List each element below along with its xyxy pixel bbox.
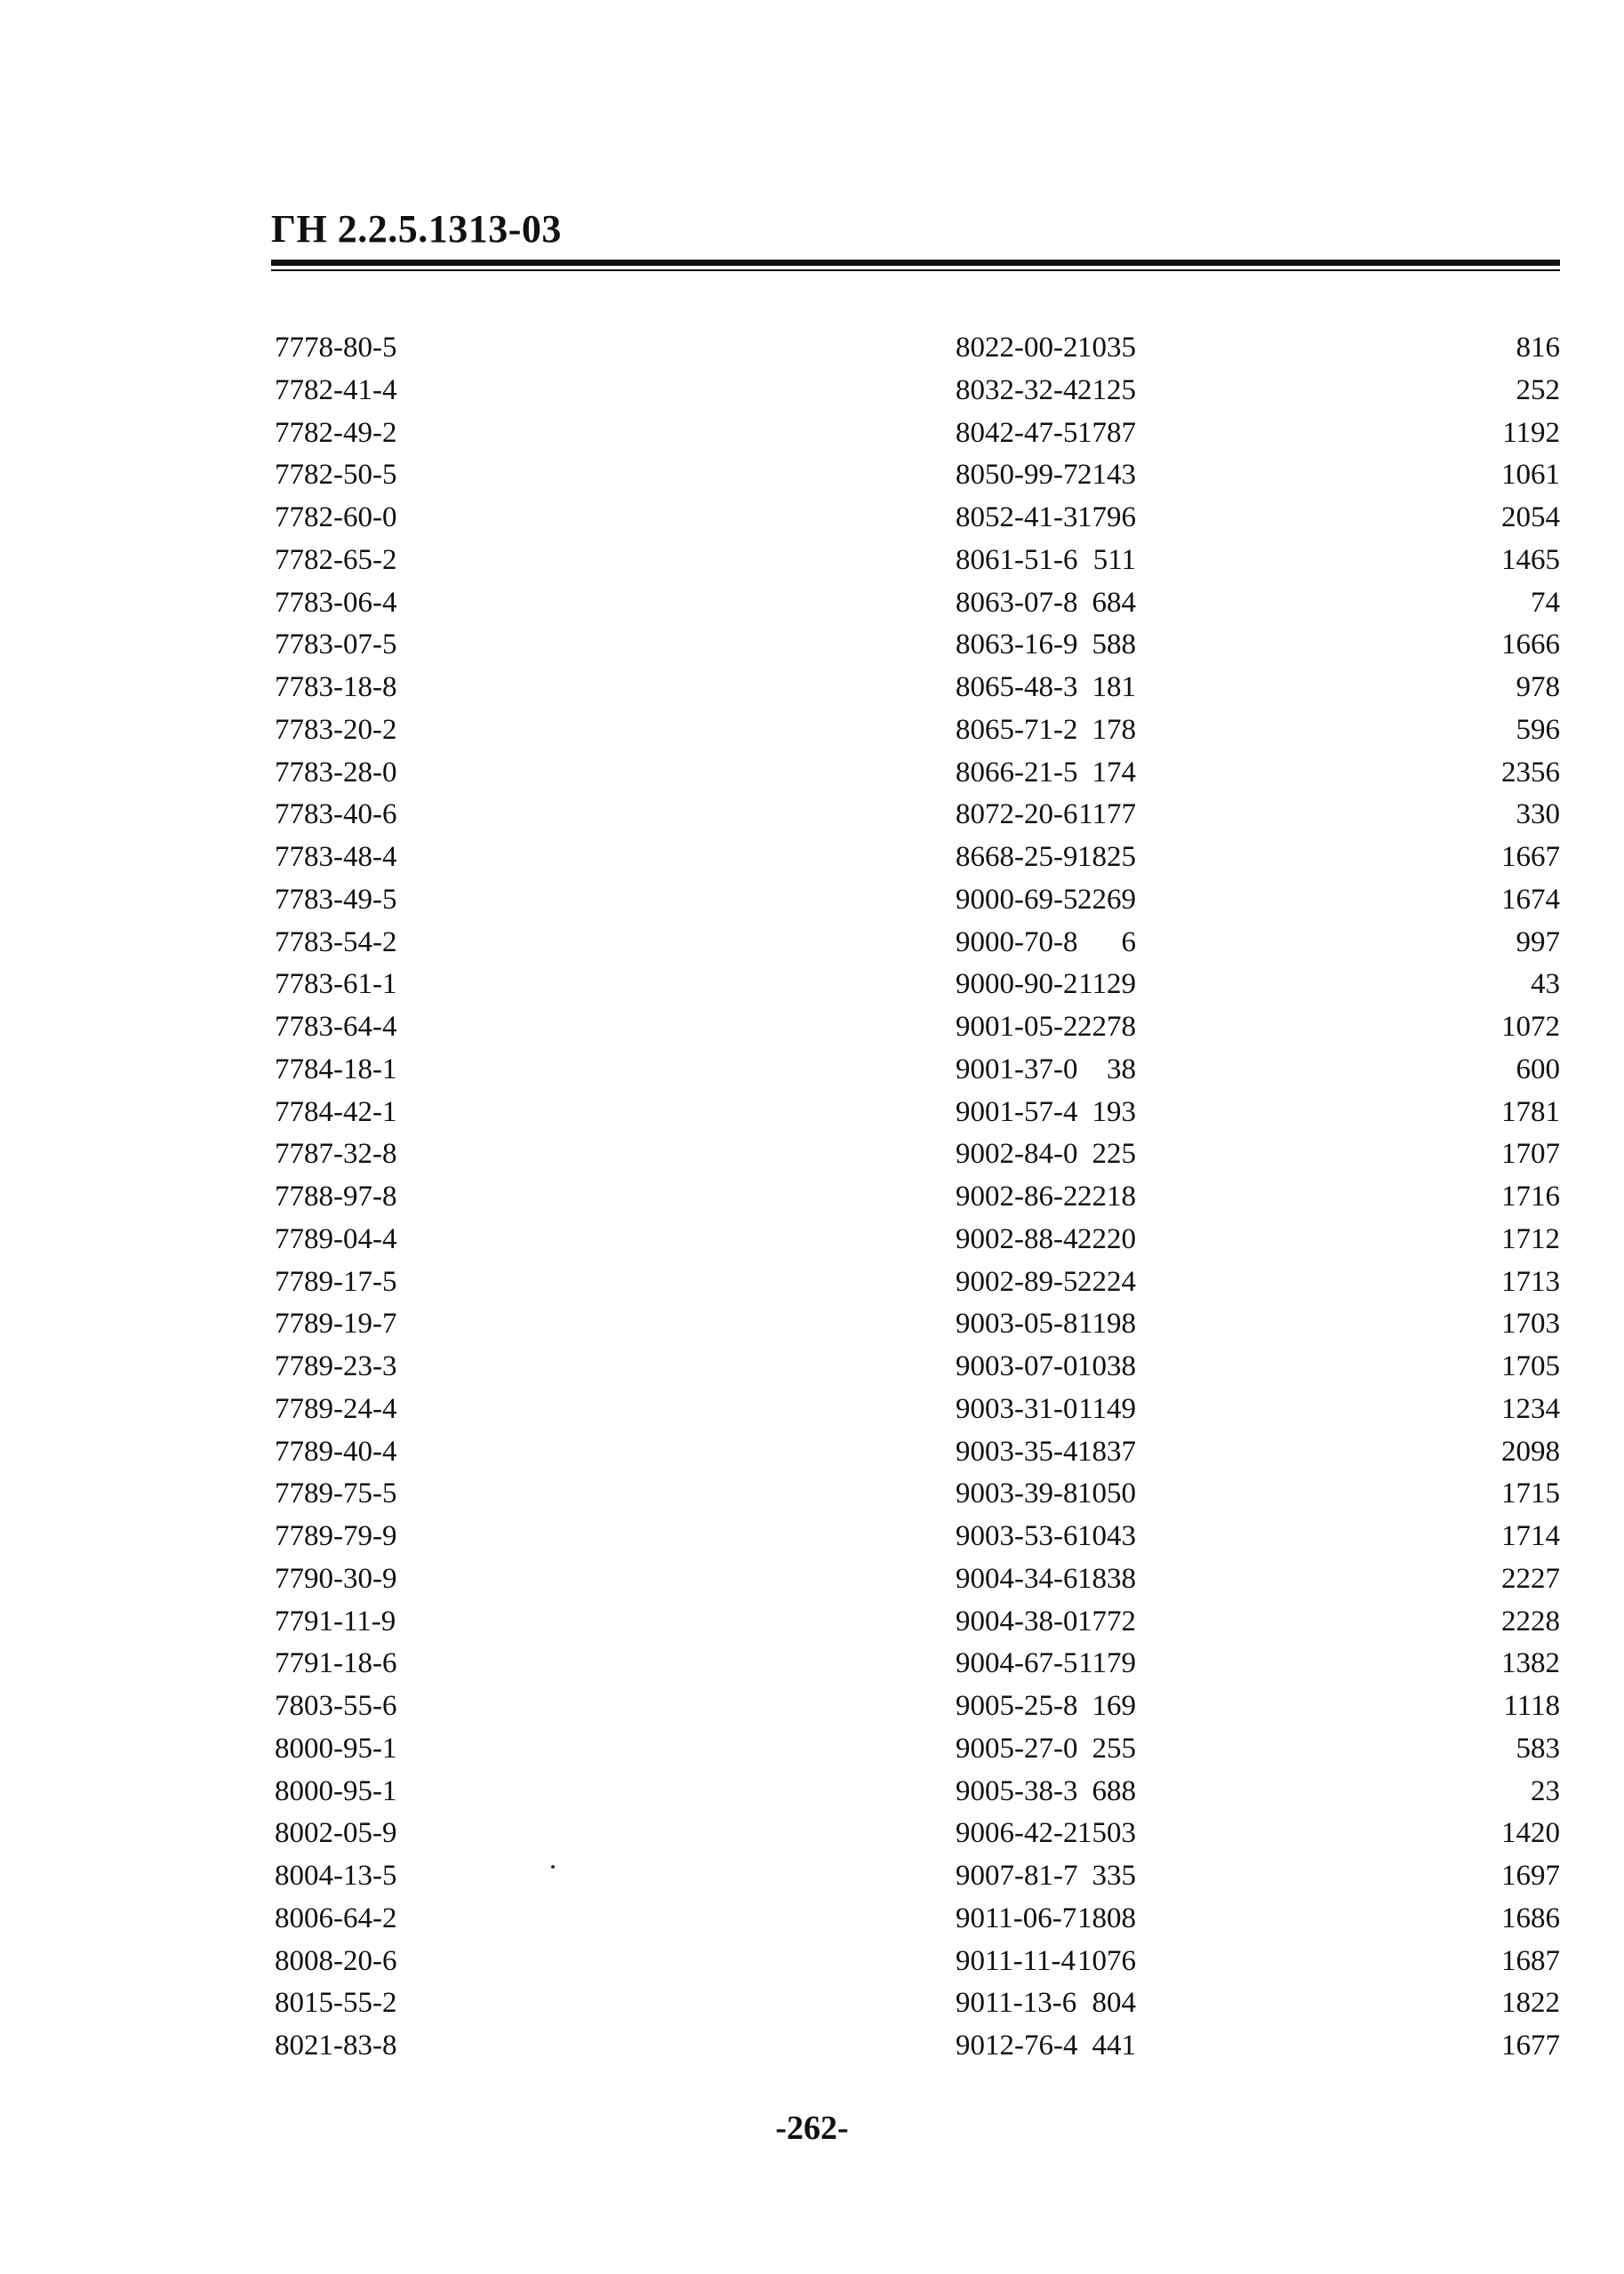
entry-number-right: 2356 (1501, 756, 1560, 789)
cas-number-left: 8002-05-9 (275, 1817, 397, 1850)
cas-number-left: 8008-20-6 (275, 1944, 397, 1977)
cas-number-left: 8000-95-1 (275, 1774, 397, 1807)
entry-number-right: 252 (1516, 373, 1560, 406)
cas-number-left: 7782-50-5 (275, 459, 397, 492)
cas-number-right: 9000-90-2 (956, 968, 1078, 1001)
entry-number-left: 1772 (1077, 1605, 1136, 1637)
table-row (271, 1643, 1560, 1685)
table-row (271, 1728, 1560, 1771)
entry-number-right: 1687 (1501, 1944, 1560, 1977)
entry-number-left: 2125 (1077, 373, 1136, 406)
entry-number-left: 1035 (1077, 332, 1136, 364)
cas-number-left: 7784-18-1 (275, 1053, 397, 1085)
cas-number-right: 9000-70-8 (956, 925, 1078, 958)
table-row (271, 624, 1560, 667)
cas-number-left: 7791-11-9 (275, 1605, 396, 1637)
entry-number-right: 1192 (1502, 416, 1560, 449)
entry-number-left: 1825 (1077, 841, 1136, 873)
entry-number-right: 2227 (1501, 1562, 1560, 1595)
cas-number-left: 7789-19-7 (275, 1308, 397, 1341)
entry-number-right: 1072 (1501, 1011, 1560, 1043)
entry-number-left: 6 (1121, 925, 1136, 958)
page-number: -262- (775, 2110, 849, 2147)
cas-number-right: 9011-11-4 (956, 1944, 1076, 1977)
cas-number-left: 7783-54-2 (275, 925, 397, 958)
table-row (271, 1176, 1560, 1219)
entry-number-right: 1707 (1501, 1138, 1560, 1171)
entry-number-left: 335 (1092, 1860, 1136, 1892)
cas-number-right: 9002-86-2 (956, 1181, 1078, 1213)
entry-number-left: 688 (1092, 1774, 1136, 1807)
entry-number-left: 684 (1092, 586, 1136, 619)
table-row (271, 794, 1560, 837)
cas-number-left: 7789-79-9 (275, 1520, 397, 1552)
cas-number-left: 7782-65-2 (275, 543, 397, 576)
entry-number-left: 181 (1092, 671, 1136, 703)
cas-number-left: 8015-55-2 (275, 1987, 397, 2020)
cas-number-right: 8050-99-7 (956, 459, 1078, 492)
cas-number-right: 8063-07-8 (956, 586, 1078, 619)
cas-number-left: 7790-30-9 (275, 1562, 397, 1595)
entry-number-right: 74 (1531, 586, 1560, 619)
document-title: ГН 2.2.5.1313-03 (271, 207, 562, 251)
cas-number-right: 9005-27-0 (956, 1732, 1078, 1765)
entry-number-left: 1808 (1077, 1902, 1136, 1934)
table-row (271, 1261, 1560, 1304)
entry-number-right: 1705 (1501, 1350, 1560, 1382)
entry-number-left: 255 (1092, 1732, 1136, 1765)
header-rule-thick (271, 260, 1560, 266)
entry-number-left: 1198 (1078, 1308, 1136, 1341)
table-row (271, 1813, 1560, 1855)
cas-number-left: 7783-61-1 (275, 968, 397, 1001)
cas-number-left: 7782-60-0 (275, 501, 397, 533)
cas-number-right: 8072-20-6 (956, 798, 1078, 831)
table-row (271, 1898, 1560, 1941)
cas-number-left: 7791-18-6 (275, 1647, 397, 1680)
entry-number-left: 1129 (1078, 968, 1136, 1001)
entry-number-right: 1715 (1501, 1477, 1560, 1510)
table-row (271, 540, 1560, 582)
entry-number-right: 330 (1516, 798, 1560, 831)
cas-number-left: 7783-40-6 (275, 798, 397, 831)
entry-number-left: 1179 (1078, 1647, 1136, 1680)
cas-number-right: 9003-53-6 (956, 1520, 1078, 1552)
table-row (271, 1601, 1560, 1644)
cas-number-right: 8052-41-3 (956, 501, 1078, 533)
cas-number-left: 8000-95-1 (275, 1732, 397, 1765)
entry-number-left: 2143 (1077, 459, 1136, 492)
cas-number-right: 9003-05-8 (956, 1308, 1078, 1341)
cas-number-right: 9001-57-4 (956, 1095, 1078, 1128)
entry-number-left: 225 (1092, 1138, 1136, 1171)
entry-number-right: 1697 (1501, 1860, 1560, 1892)
table-row (271, 1219, 1560, 1261)
cas-number-right: 9004-34-6 (956, 1562, 1078, 1595)
cas-number-table (271, 327, 1560, 2068)
entry-number-left: 1043 (1077, 1520, 1136, 1552)
cas-number-right: 8065-71-2 (956, 713, 1078, 746)
cas-number-left: 7803-55-6 (275, 1690, 397, 1722)
header-rule-thin (271, 269, 1560, 271)
entry-number-right: 1666 (1501, 629, 1560, 661)
table-row (271, 1133, 1560, 1176)
table-row (271, 922, 1560, 965)
table-row (271, 1685, 1560, 1728)
table-row (271, 1473, 1560, 1516)
table-row (271, 1049, 1560, 1092)
table-row (271, 1303, 1560, 1346)
entry-number-left: 2218 (1077, 1181, 1136, 1213)
cas-number-right: 9004-67-5 (956, 1647, 1078, 1680)
cas-number-right: 9001-37-0 (956, 1053, 1078, 1085)
entry-number-right: 596 (1516, 713, 1560, 746)
entry-number-left: 441 (1092, 2030, 1136, 2062)
entry-number-left: 2224 (1077, 1265, 1136, 1298)
cas-number-left: 7789-24-4 (275, 1392, 397, 1425)
entry-number-right: 583 (1516, 1732, 1560, 1765)
cas-number-left: 8006-64-2 (275, 1902, 397, 1934)
entry-number-left: 1050 (1077, 1477, 1136, 1510)
entry-number-left: 2220 (1077, 1222, 1136, 1255)
entry-number-right: 43 (1531, 968, 1560, 1001)
cas-number-right: 9002-88-4 (956, 1222, 1078, 1255)
entry-number-left: 178 (1092, 713, 1136, 746)
table-row (271, 1771, 1560, 1814)
table-row (271, 1006, 1560, 1049)
table-row (271, 454, 1560, 497)
entry-number-right: 1465 (1501, 543, 1560, 576)
table-row (271, 752, 1560, 795)
cas-number-left: 7789-40-4 (275, 1435, 397, 1468)
entry-number-right: 1674 (1501, 883, 1560, 916)
cas-number-left: 7782-41-4 (275, 373, 397, 406)
entry-number-right: 1713 (1501, 1265, 1560, 1298)
entry-number-right: 1677 (1501, 2030, 1560, 2062)
entry-number-left: 2278 (1077, 1011, 1136, 1043)
entry-number-left: 1177 (1078, 798, 1136, 831)
cas-number-right: 9003-39-8 (956, 1477, 1078, 1510)
cas-number-left: 7783-49-5 (275, 883, 397, 916)
entry-number-left: 511 (1092, 543, 1136, 576)
table-row (271, 327, 1560, 370)
cas-number-right: 8022-00-2 (956, 332, 1078, 364)
entry-number-left: 588 (1092, 629, 1136, 661)
cas-number-left: 7789-75-5 (275, 1477, 397, 1510)
cas-number-left: 8004-13-5 (275, 1860, 397, 1892)
cas-number-right: 9011-06-7 (956, 1902, 1077, 1934)
cas-number-right: 9002-84-0 (956, 1138, 1078, 1171)
cas-number-right: 8065-48-3 (956, 671, 1078, 703)
cas-number-left: 7782-49-2 (275, 416, 397, 449)
table-row (271, 1431, 1560, 1474)
cas-number-left: 7788-97-8 (275, 1181, 397, 1213)
entry-number-right: 1118 (1503, 1690, 1560, 1722)
entry-number-right: 1822 (1501, 1987, 1560, 2020)
entry-number-right: 2098 (1501, 1435, 1560, 1468)
entry-number-right: 1716 (1501, 1181, 1560, 1213)
cas-number-right: 9003-07-0 (956, 1350, 1078, 1382)
entry-number-right: 1234 (1501, 1392, 1560, 1425)
entry-number-right: 1714 (1501, 1520, 1560, 1552)
table-row (271, 1982, 1560, 2025)
entry-number-left: 38 (1107, 1053, 1136, 1085)
cas-number-left: 7783-18-8 (275, 671, 397, 703)
entry-number-right: 1686 (1501, 1902, 1560, 1934)
entry-number-left: 1837 (1077, 1435, 1136, 1468)
cas-number-right: 9005-38-3 (956, 1774, 1078, 1807)
cas-number-right: 9002-89-5 (956, 1265, 1078, 1298)
entry-number-left: 1076 (1077, 1944, 1136, 1977)
table-row (271, 1516, 1560, 1558)
cas-number-right: 9004-38-0 (956, 1605, 1078, 1637)
cas-number-left: 7778-80-5 (275, 332, 397, 364)
entry-number-left: 1787 (1077, 416, 1136, 449)
entry-number-left: 1038 (1077, 1350, 1136, 1382)
entry-number-right: 997 (1516, 925, 1560, 958)
entry-number-left: 2269 (1077, 883, 1136, 916)
cas-number-right: 9003-35-4 (956, 1435, 1078, 1468)
table-row (271, 879, 1560, 922)
cas-number-right: 8668-25-9 (956, 841, 1078, 873)
entry-number-left: 174 (1092, 756, 1136, 789)
cas-number-right: 8042-47-5 (956, 416, 1078, 449)
table-row (271, 497, 1560, 540)
entry-number-right: 23 (1531, 1774, 1560, 1807)
cas-number-right: 9007-81-7 (956, 1860, 1078, 1892)
entry-number-right: 978 (1516, 671, 1560, 703)
entry-number-right: 1420 (1501, 1817, 1560, 1850)
cas-number-left: 7783-64-4 (275, 1011, 397, 1043)
table-row (271, 964, 1560, 1006)
entry-number-left: 1838 (1077, 1562, 1136, 1595)
cas-number-left: 8021-83-8 (275, 2030, 397, 2062)
entry-number-right: 1061 (1501, 459, 1560, 492)
cas-number-left: 7789-04-4 (275, 1222, 397, 1255)
cas-number-left: 7783-20-2 (275, 713, 397, 746)
entry-number-left: 193 (1092, 1095, 1136, 1128)
entry-number-right: 600 (1516, 1053, 1560, 1085)
table-row (271, 1941, 1560, 1983)
table-row (271, 370, 1560, 412)
cas-number-right: 9000-69-5 (956, 883, 1078, 916)
entry-number-right: 2228 (1501, 1605, 1560, 1637)
cas-number-left: 7789-17-5 (275, 1265, 397, 1298)
cas-number-left: 7789-23-3 (275, 1350, 397, 1382)
table-row (271, 412, 1560, 455)
cas-number-left: 7783-06-4 (275, 586, 397, 619)
cas-number-left: 7783-07-5 (275, 629, 397, 661)
entry-number-right: 816 (1516, 332, 1560, 364)
table-row (271, 2025, 1560, 2068)
entry-number-left: 169 (1092, 1690, 1136, 1722)
table-row (271, 1092, 1560, 1134)
entry-number-right: 2054 (1501, 501, 1560, 533)
cas-number-right: 8061-51-6 (956, 543, 1078, 576)
cas-number-right: 9011-13-6 (956, 1987, 1077, 2020)
entry-number-left: 804 (1092, 1987, 1136, 2020)
table-row (271, 1346, 1560, 1389)
cas-number-right: 9012-76-4 (956, 2030, 1078, 2062)
entry-number-right: 1703 (1501, 1308, 1560, 1341)
table-row (271, 837, 1560, 879)
cas-number-left: 7784-42-1 (275, 1095, 397, 1128)
entry-number-right: 1667 (1501, 841, 1560, 873)
cas-number-right: 9006-42-2 (956, 1817, 1078, 1850)
cas-number-right: 9001-05-2 (956, 1011, 1078, 1043)
entry-number-right: 1712 (1501, 1222, 1560, 1255)
print-speck (551, 1865, 555, 1869)
cas-number-right: 8063-16-9 (956, 629, 1078, 661)
cas-number-left: 7787-32-8 (275, 1138, 397, 1171)
cas-number-left: 7783-28-0 (275, 756, 397, 789)
table-row (271, 709, 1560, 752)
table-row (271, 1558, 1560, 1601)
cas-number-left: 7783-48-4 (275, 841, 397, 873)
cas-number-right: 8066-21-5 (956, 756, 1078, 789)
table-row (271, 1389, 1560, 1431)
cas-number-right: 9003-31-0 (956, 1392, 1078, 1425)
entry-number-left: 1796 (1077, 501, 1136, 533)
entry-number-right: 1382 (1501, 1647, 1560, 1680)
cas-number-right: 9005-25-8 (956, 1690, 1078, 1722)
cas-number-right: 8032-32-4 (956, 373, 1078, 406)
table-row (271, 667, 1560, 709)
table-row (271, 582, 1560, 625)
entry-number-left: 1149 (1078, 1392, 1136, 1425)
table-row (271, 1855, 1560, 1898)
entry-number-right: 1781 (1501, 1095, 1560, 1128)
entry-number-left: 1503 (1077, 1817, 1136, 1850)
